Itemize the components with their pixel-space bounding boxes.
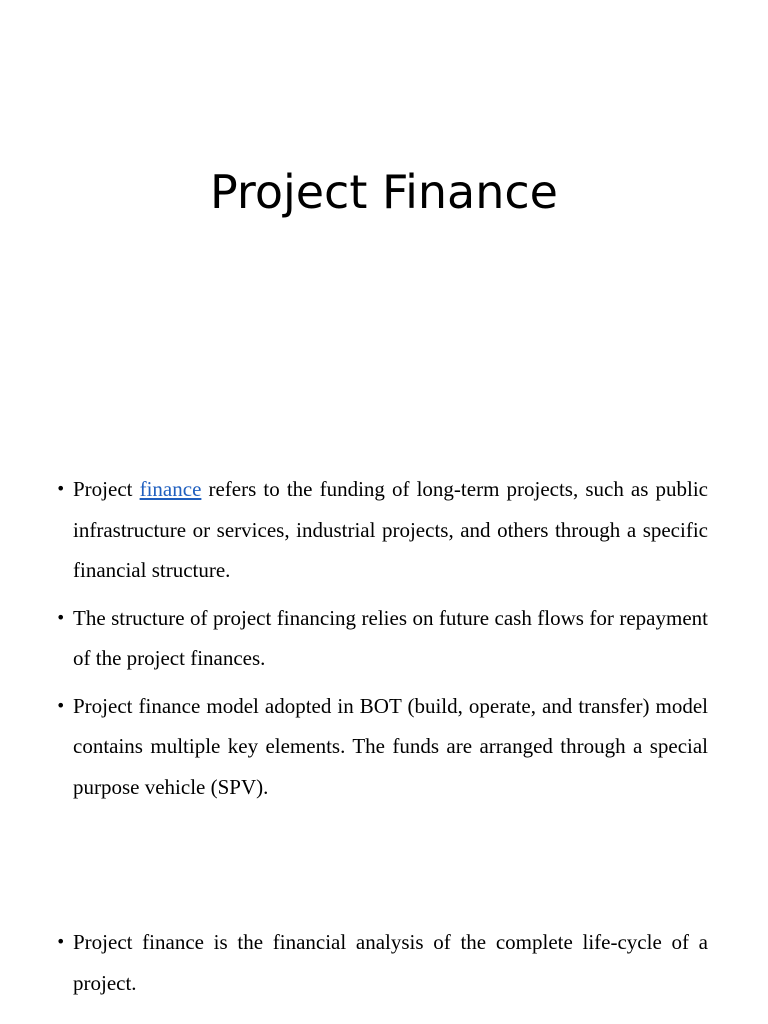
finance-link[interactable]: finance <box>139 477 202 501</box>
bullet-icon: • <box>56 695 66 715</box>
bullet-item-life-cycle <box>56 922 708 1003</box>
bullet-icon: • <box>56 607 66 627</box>
bullet-item-bot-model <box>56 686 708 808</box>
bullet-icon: • <box>56 932 66 951</box>
bullet-text: The structure of project financing relies on future cash flows for repayment of the project finances. <box>73 605 708 670</box>
page-title: Project Finance <box>210 165 558 219</box>
bullet-item-structure <box>56 598 708 679</box>
bullet-text-after-link: refers to the funding of long-term projects, such as public infrastructure or services, industrial projects, and others through a specific financial structure. <box>73 477 709 582</box>
bullet-icon: • <box>56 479 66 498</box>
bullet-list-second <box>56 922 708 1010</box>
bullet-text: Project finance is the financial analysis of the complete life-cycle of a project. <box>73 930 708 995</box>
bullet-item-definition <box>56 469 708 591</box>
bullet-text-before-link: Project <box>73 477 140 501</box>
bullet-text: Project finance model adopted in BOT (build, operate, and transfer) model contains multiple key elements. The funds are arranged through a special purpose vehicle (SPV). <box>73 693 708 799</box>
bullet-list-first <box>56 469 708 814</box>
